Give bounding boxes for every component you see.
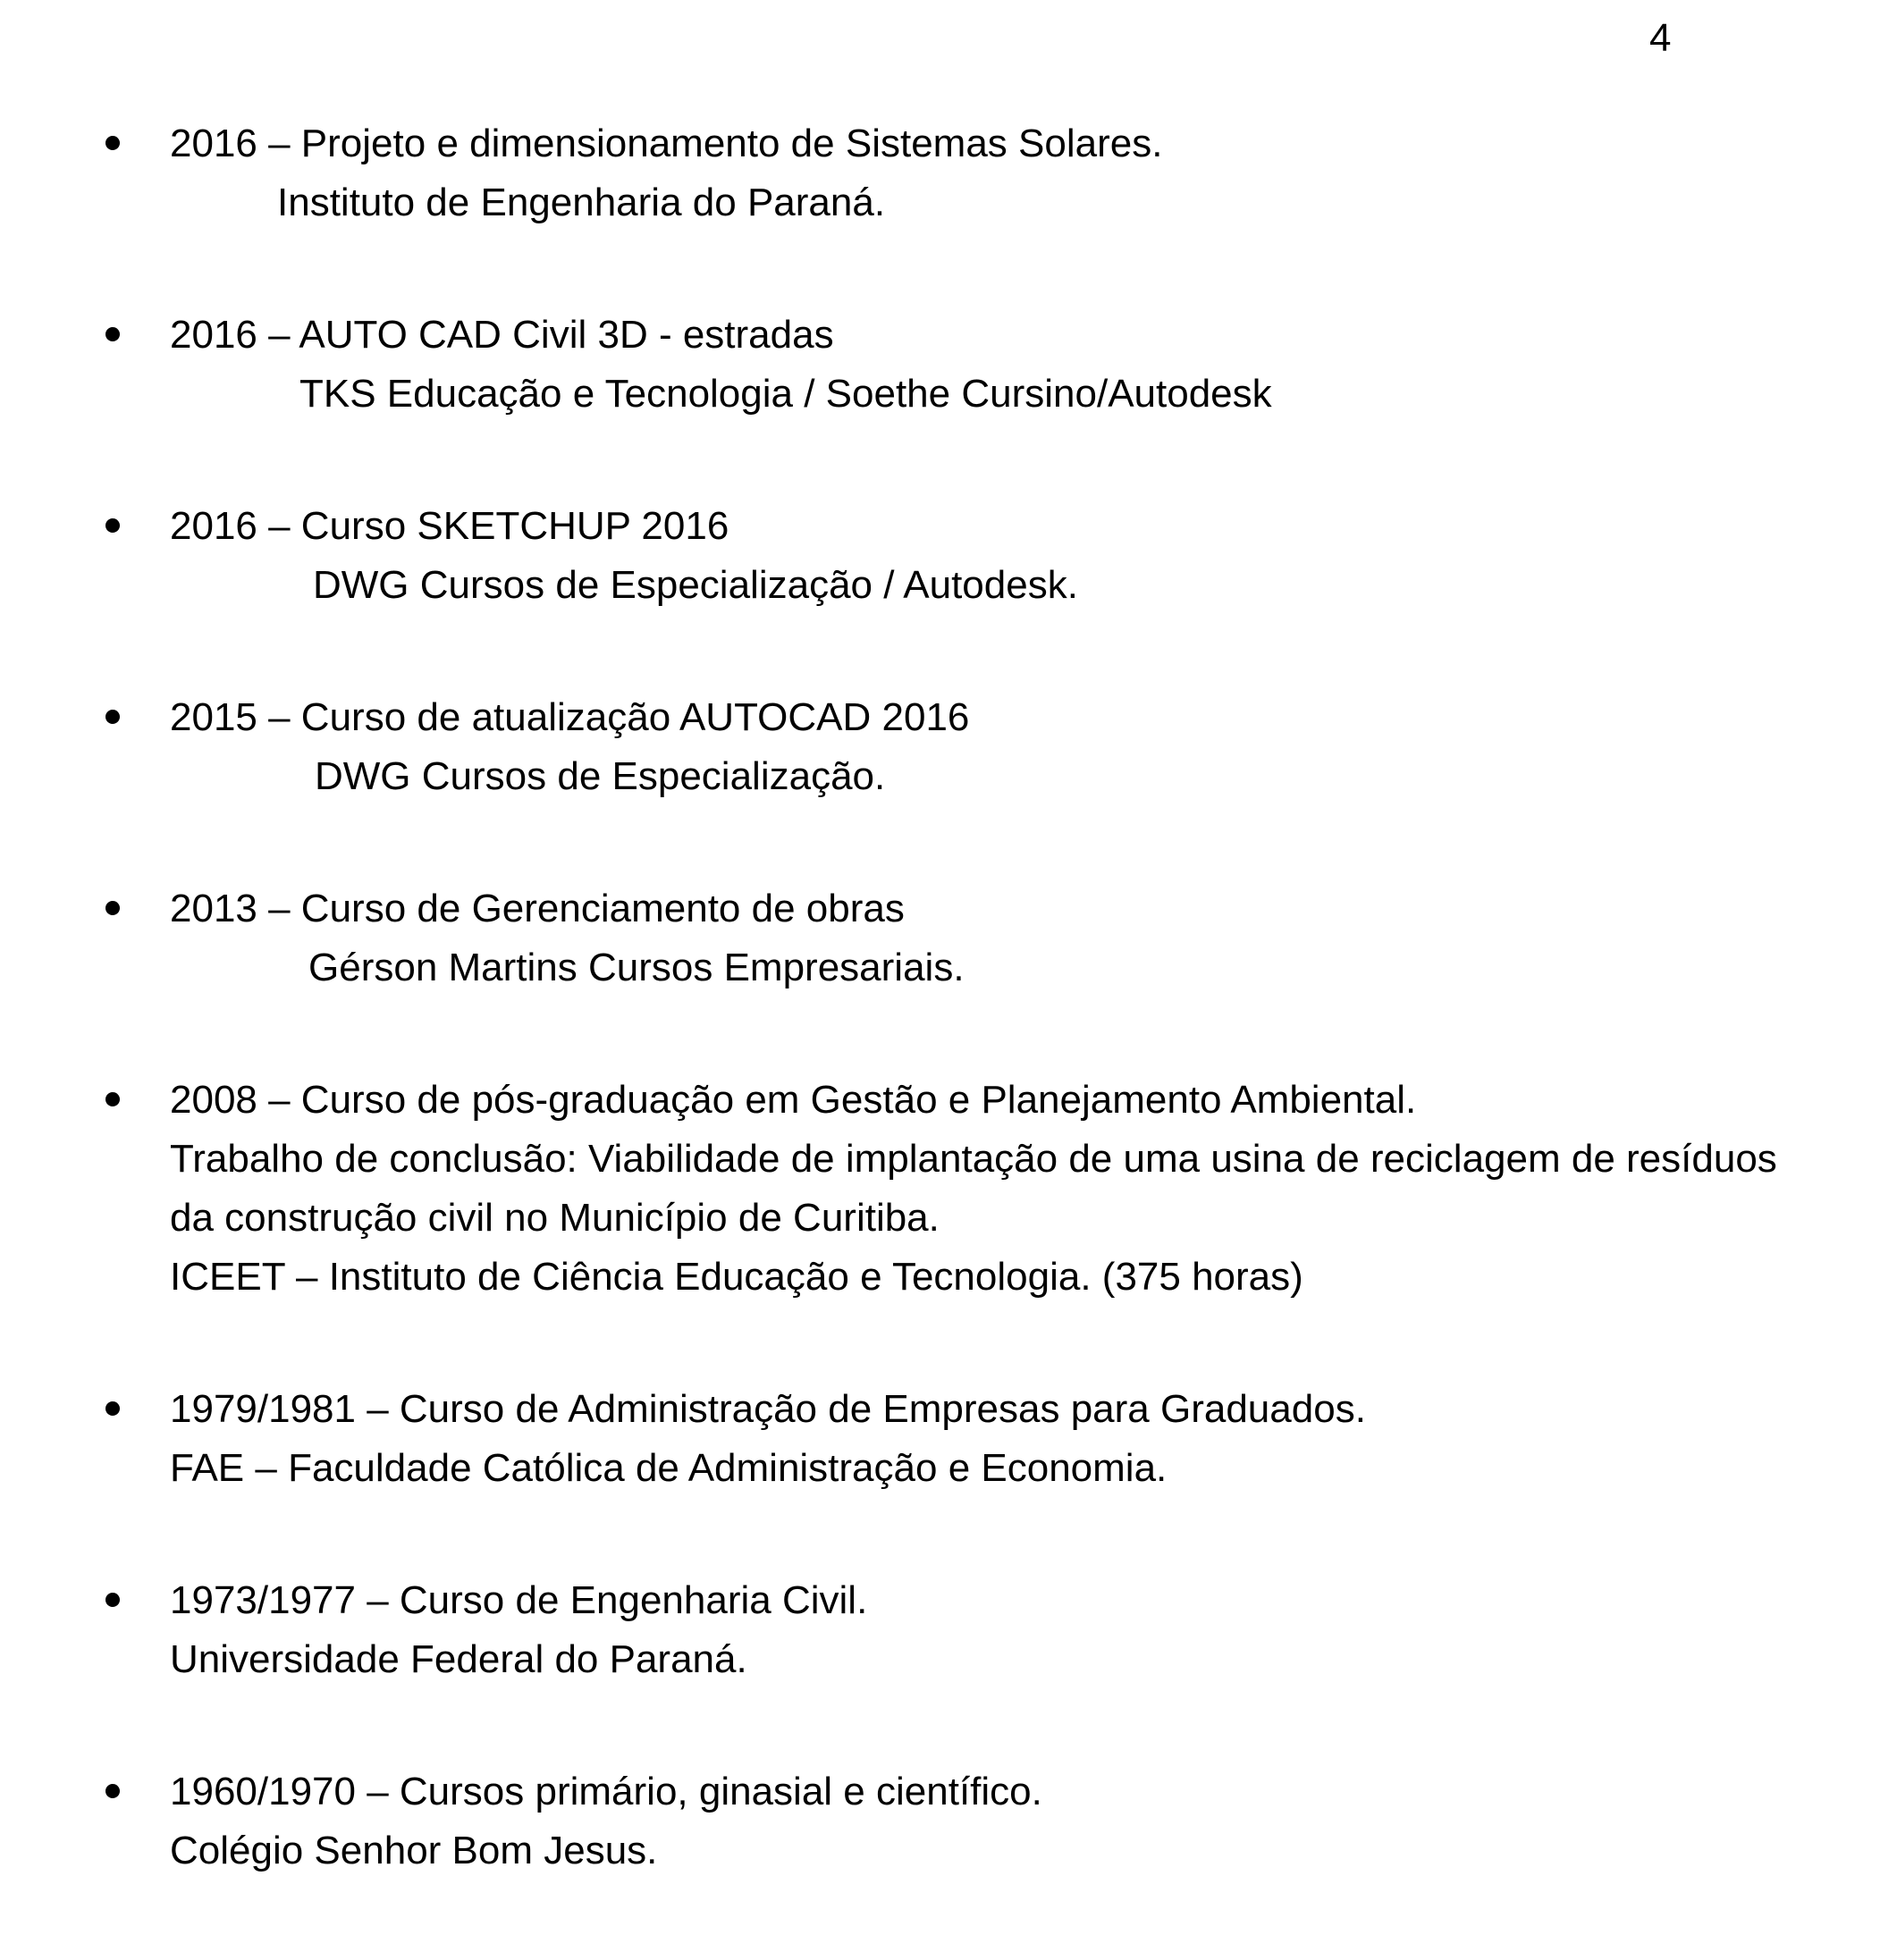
- text-line: TKS Educação e Tecnologia / Soethe Cursino/Autodesk: [299, 372, 1272, 416]
- list-item: [0, 688, 1897, 806]
- text-line: 2016 – Projeto e dimensionamento de Sistemas Solares.: [170, 122, 1163, 165]
- text-line: 2008 – Curso de pós-graduação em Gestão e Planejamento Ambiental.: [170, 1078, 1417, 1122]
- bullet-icon: [105, 1092, 120, 1106]
- text-line: Colégio Senhor Bom Jesus.: [170, 1829, 658, 1872]
- text-line: 1973/1977 – Curso de Engenharia Civil.: [170, 1578, 868, 1622]
- bullet-icon: [105, 1401, 120, 1416]
- text-line: DWG Cursos de Especialização.: [315, 754, 886, 798]
- bullet-icon: [105, 1784, 120, 1798]
- text-line: Universidade Federal do Paraná.: [170, 1637, 747, 1681]
- text-line: 1979/1981 – Curso de Administração de Empresas para Graduados.: [170, 1387, 1366, 1431]
- text-line: ICEET – Instituto de Ciência Educação e Tecnologia. (375 horas): [170, 1255, 1303, 1299]
- list-item: [0, 1071, 1897, 1307]
- list-item: [0, 879, 1897, 997]
- list-item: [0, 1380, 1897, 1498]
- text-line: 2016 – Curso SKETCHUP 2016: [170, 504, 729, 548]
- text-line: da construção civil no Município de Curitiba.: [170, 1196, 940, 1240]
- page-number: 4: [1649, 16, 1672, 60]
- bullet-icon: [105, 327, 120, 341]
- text-line: 1960/1970 – Cursos primário, ginasial e científico.: [170, 1770, 1042, 1813]
- list-item: [0, 306, 1897, 424]
- text-line: Trabalho de conclusão: Viabilidade de implantação de uma usina de reciclagem de resíduos: [170, 1137, 1777, 1181]
- bullet-icon: [105, 901, 120, 915]
- bullet-icon: [105, 136, 120, 150]
- list-item: [0, 114, 1897, 232]
- bullet-icon: [105, 1593, 120, 1607]
- list-item: [0, 1762, 1897, 1880]
- list-item: [0, 497, 1897, 615]
- text-line: FAE – Faculdade Católica de Administração e Economia.: [170, 1446, 1168, 1490]
- text-line: 2016 – AUTO CAD Civil 3D - estradas: [170, 313, 834, 357]
- text-line: Instituto de Engenharia do Paraná.: [277, 181, 886, 224]
- text-line: DWG Cursos de Especialização / Autodesk.: [313, 563, 1078, 607]
- bullet-icon: [105, 710, 120, 724]
- list-item: [0, 1571, 1897, 1689]
- text-line: 2013 – Curso de Gerenciamento de obras: [170, 887, 905, 930]
- bullet-icon: [105, 518, 120, 533]
- text-line: 2015 – Curso de atualização AUTOCAD 2016: [170, 695, 970, 739]
- text-line: Gérson Martins Cursos Empresariais.: [308, 946, 965, 989]
